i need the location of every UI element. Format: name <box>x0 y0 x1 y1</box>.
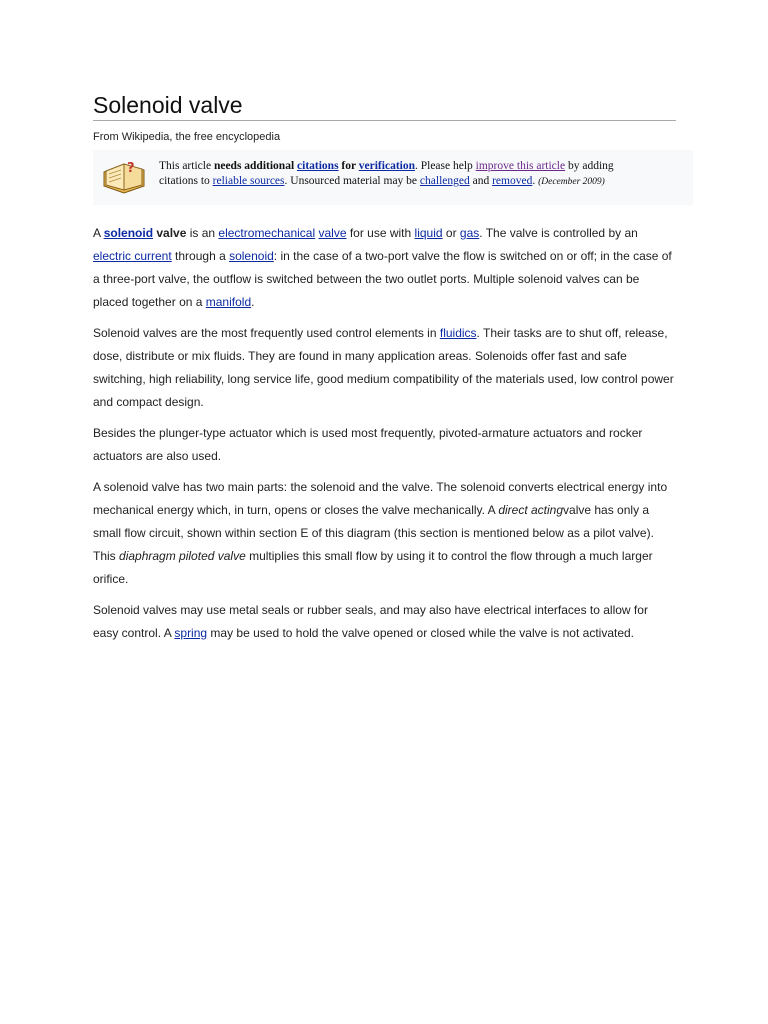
challenged-link[interactable]: challenged <box>419 175 470 187</box>
notice-date: (December 2009) <box>538 177 605 187</box>
page-subtitle: From Wikipedia, the free encyclopedia <box>93 131 281 143</box>
paragraph-5: Solenoid valves may use metal seals or rubber seals, and may also have electrical interfaces to allow for easy control. A spring may be used to hold the valve opened or closed while the valve is not activated. <box>93 603 648 640</box>
electric-current-link[interactable]: electric current <box>93 249 172 263</box>
solenoid-link[interactable]: solenoid <box>229 249 274 263</box>
paragraph-4: A solenoid valve has two main parts: the solenoid and the valve. The solenoid converts electrical energy into mechanical energy which, in turn, opens or closes the valve mechanically. A direct actingvalve has only a small flow circuit, shown within section E of this diagram (this section is mentioned below as a pilot valve). This diaphragm piloted valve multiplies this small flow by using it to control the flow through a much larger orifice. <box>93 480 668 586</box>
paragraph-3: Besides the plunger-type actuator which is used most frequently, pivoted-armature actuators and rocker actuators are also used. <box>93 426 643 463</box>
fluidics-link[interactable]: fluidics <box>439 326 477 340</box>
article <box>93 92 676 645</box>
notice-text: This article needs additional citations for verification. Please help improve this article by adding citations to reliable sources. Unsourced material may be challenged and removed. (December 2009) <box>159 160 614 187</box>
liquid-link[interactable]: liquid <box>414 226 443 240</box>
manifold-link[interactable]: manifold <box>205 295 252 309</box>
removed-link[interactable]: removed <box>492 175 533 187</box>
page-title: Solenoid valve <box>93 92 676 121</box>
solenoid-bold-link[interactable]: solenoid <box>103 226 154 240</box>
improve-article-link[interactable]: improve this article <box>475 160 566 172</box>
citation-notice <box>93 150 693 205</box>
electromechanical-link[interactable]: electromechanical <box>218 226 316 240</box>
spring-link[interactable]: spring <box>174 626 208 640</box>
reliable-sources-link[interactable]: reliable sources <box>212 175 285 187</box>
gas-link[interactable]: gas <box>459 226 480 240</box>
citations-link[interactable]: citations <box>297 160 339 172</box>
valve-link[interactable]: valve <box>318 226 347 240</box>
question-book-icon <box>101 156 147 196</box>
paragraph-1: A solenoid valve is an electromechanical valve for use with liquid or gas. The valve is controlled by an electric current through a solenoid: in the case of a two-port valve the flow is switched on or off; in the case of a three-port valve, the outflow is switched between the two outlet ports. Multiple solenoid valves can be placed together on a manifold. <box>93 226 672 309</box>
svg-text:?: ? <box>127 161 135 176</box>
paragraph-2: Solenoid valves are the most frequently used control elements in fluidics. Their tasks are to shut off, release, dose, distribute or mix fluids. They are found in many application areas. Solenoids offer fast and safe switching, high reliability, long service life, good medium compatibility of the materials used, low control power and compact design. <box>93 326 674 409</box>
verification-link[interactable]: verification <box>358 160 415 172</box>
